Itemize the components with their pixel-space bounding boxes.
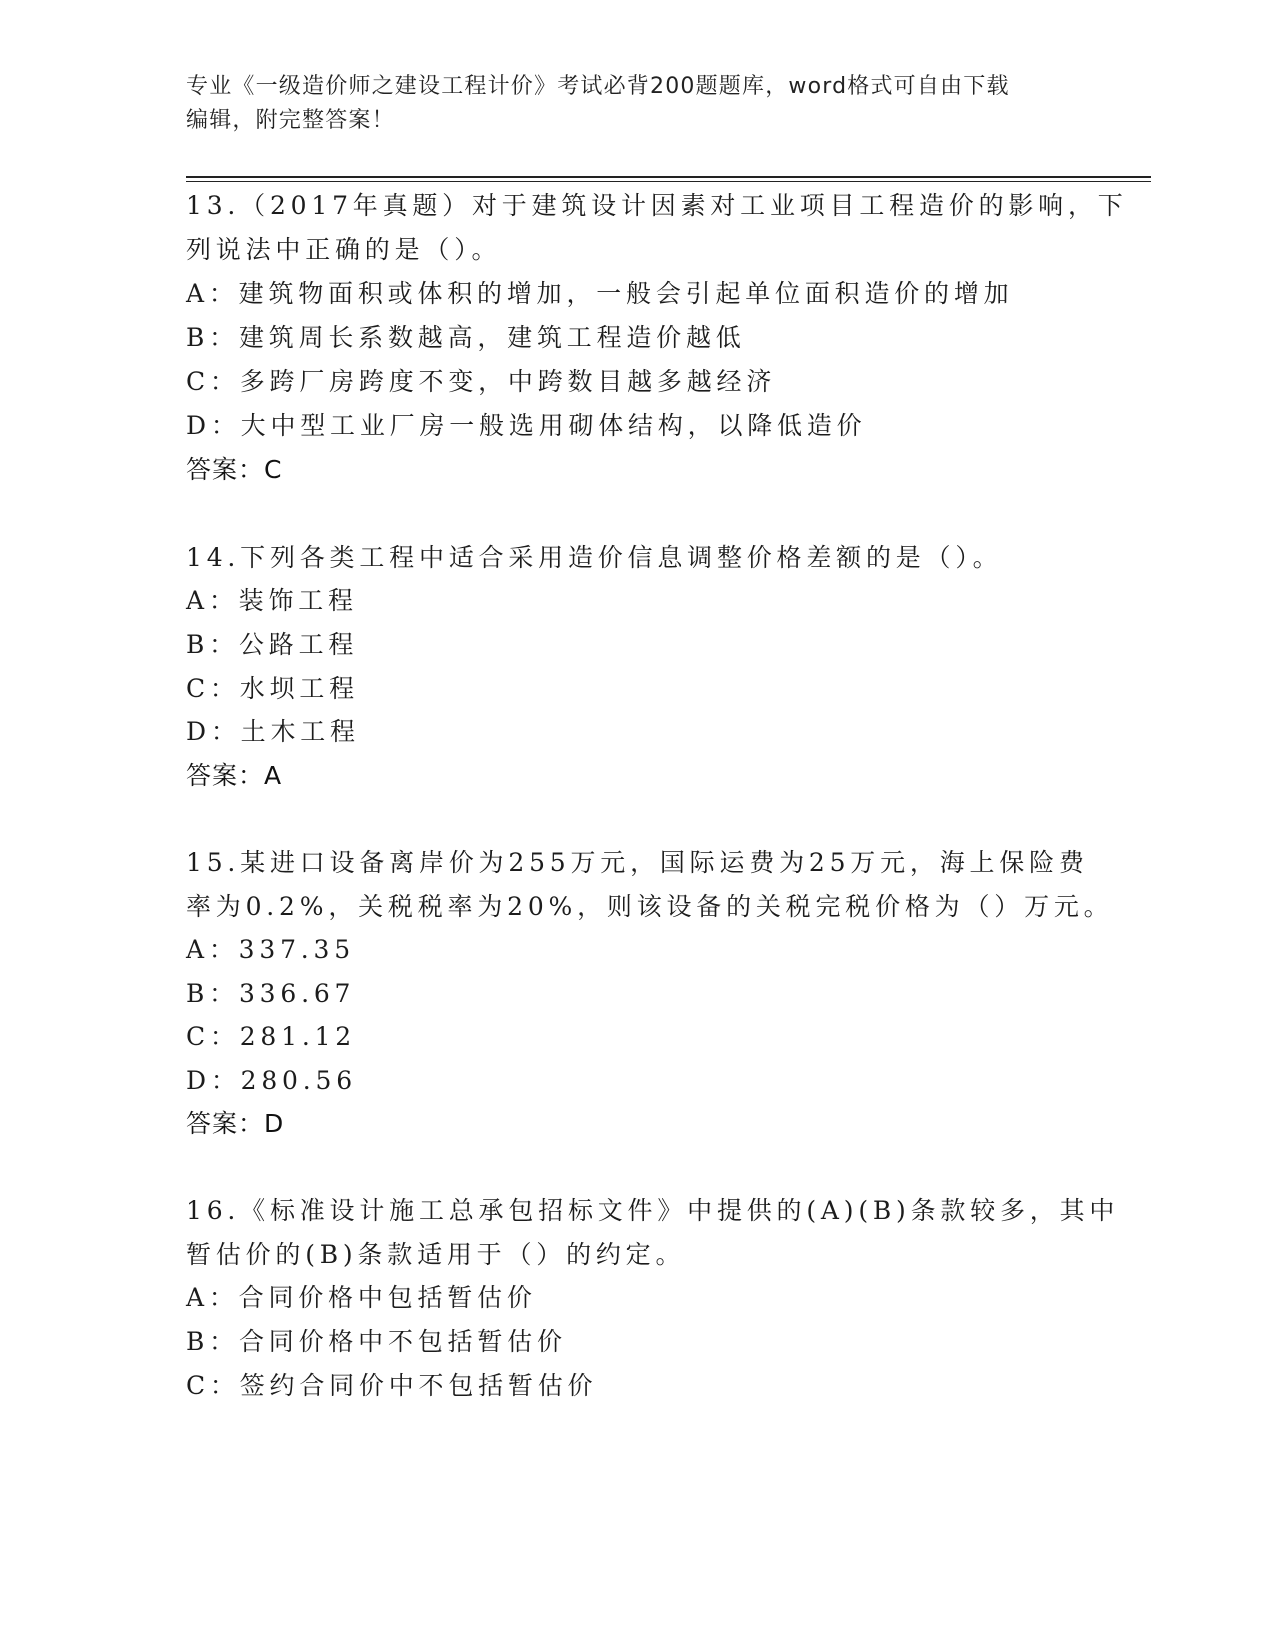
q15-option-a: A：337.35 <box>186 935 355 964</box>
q16-option-b: B：合同价格中不包括暂估价 <box>186 1327 567 1356</box>
q13-option-d: D：大中型工业厂房一般选用砌体结构，以降低造价 <box>186 411 867 440</box>
q14-answer: 答案：A <box>186 761 283 790</box>
q14-option-c: C：水坝工程 <box>186 674 359 703</box>
q14-option-b: B：公路工程 <box>186 630 359 659</box>
q14-stem-line-1: 14.下列各类工程中适合采用造价信息调整价格差额的是（）。 <box>186 543 1003 572</box>
q13-stem-line-2: 列说法中正确的是（）。 <box>186 235 502 264</box>
q15-answer: 答案：D <box>186 1109 285 1138</box>
q13-option-a: A：建筑物面积或体积的增加，一般会引起单位面积造价的增加 <box>186 279 1014 308</box>
header-line-1: 专业《一级造价师之建设工程计价》考试必背200题题库，word格式可自由下载 <box>186 74 1010 99</box>
document-header <box>186 70 1066 138</box>
q15-option-c: C：281.12 <box>186 1022 357 1051</box>
q15-stem-line-2: 率为0.2%，关税税率为20%，则该设备的关税完税价格为（）万元。 <box>186 892 1114 921</box>
q15-option-b: B：336.67 <box>186 979 356 1008</box>
q16-option-c: C：签约合同价中不包括暂估价 <box>186 1371 598 1400</box>
header-divider-thin <box>186 181 1151 182</box>
q16-stem-line-1: 16.《标准设计施工总承包招标文件》中提供的(A)(B)条款较多，其中 <box>186 1196 1120 1225</box>
q13-answer: 答案：C <box>186 455 283 484</box>
q13-option-b: B：建筑周长系数越高，建筑工程造价越低 <box>186 323 746 352</box>
q15-option-d: D：280.56 <box>186 1066 357 1095</box>
q14-option-a: A：装饰工程 <box>186 586 358 615</box>
q16-stem-line-2: 暂估价的(B)条款适用于（）的约定。 <box>186 1240 686 1269</box>
q15-stem-line-1: 15.某进口设备离岸价为255万元，国际运费为25万元，海上保险费 <box>186 848 1089 877</box>
q13-stem-line-1: 13.（2017年真题）对于建筑设计因素对工业项目工程造价的影响，下 <box>186 191 1128 220</box>
q14-option-d: D：土木工程 <box>186 717 360 746</box>
q16-option-a: A：合同价格中包括暂估价 <box>186 1283 537 1312</box>
q13-option-c: C：多跨厂房跨度不变，中跨数目越多越经济 <box>186 367 777 396</box>
header-line-2: 编辑，附完整答案！ <box>186 108 395 133</box>
header-divider-thick <box>186 176 1151 178</box>
